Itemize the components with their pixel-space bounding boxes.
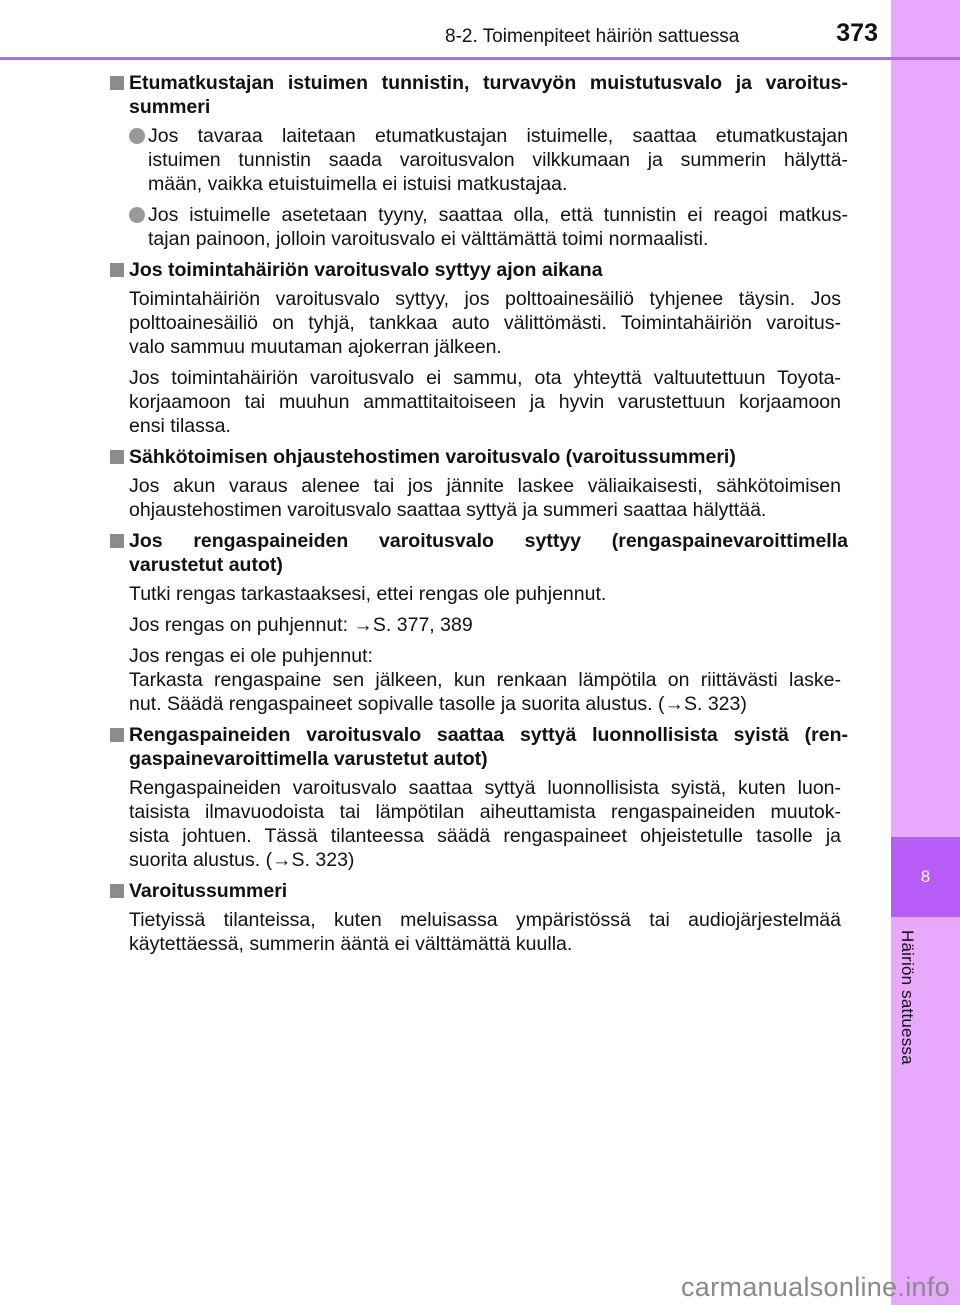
header-divider bbox=[0, 57, 960, 60]
heading-line: Jos rengaspaineiden varoitusvalo syttyy (rengaspainevaroittimella bbox=[129, 530, 848, 552]
square-bullet-icon bbox=[110, 450, 124, 464]
text-line: Rengaspaineiden varoitusvalo saattaa syttyä luonnollisista syistä, kuten luon- bbox=[129, 777, 841, 799]
text-line: käytettäessä, summerin ääntä ei välttämättä kuulla. bbox=[129, 933, 573, 955]
text-line: polttoainesäiliö on tyhjä, tankkaa auto välittömästi. Toimintahäiriön varoitus- bbox=[129, 312, 841, 334]
text-line: Jos tavaraa laitetaan etumatkustajan istuimelle, saattaa etumatkustajan bbox=[148, 125, 848, 147]
paragraph bbox=[0, 613, 841, 637]
section-heading bbox=[0, 71, 848, 119]
circle-bullet-icon bbox=[129, 207, 145, 223]
heading-line: Etumatkustajan istuimen tunnistin, turvavyön muistutusvalo ja varoitus- bbox=[129, 72, 848, 94]
square-bullet-icon bbox=[110, 884, 124, 898]
text-line: Tietyissä tilanteissa, kuten meluisassa ympäristössä tai audiojärjestelmää bbox=[129, 909, 841, 931]
bullet-paragraph bbox=[0, 203, 848, 251]
section bbox=[0, 258, 891, 438]
chapter-sidebar bbox=[891, 0, 960, 1305]
page-content bbox=[0, 71, 891, 963]
text-line: tajan painoon, jolloin varoitusvalo ei välttämättä toimi normaalisti. bbox=[148, 228, 709, 250]
section bbox=[0, 445, 891, 522]
section-heading bbox=[0, 529, 848, 577]
text-line: Tutki rengas tarkastaaksesi, ettei rengas ole puhjennut. bbox=[129, 583, 607, 605]
text-line: sista johtuen. Tässä tilanteessa säädä rengaspaineet ohjeistetulle tasolle ja bbox=[129, 825, 841, 847]
section-heading bbox=[0, 879, 848, 903]
text-line: suorita alustus. (→S. 323) bbox=[129, 849, 355, 871]
heading-line: gaspainevaroittimella varustetut autot) bbox=[129, 748, 488, 770]
heading-line: Sähkötoimisen ohjaustehostimen varoitusvalo (varoitussummeri) bbox=[129, 446, 736, 468]
text-line: taisista ilmavuodoista tai lämpötilan aiheuttamista rengaspaineiden muutok- bbox=[129, 801, 841, 823]
section bbox=[0, 71, 891, 251]
text-line: ohjaustehostimen varoitusvalo saattaa syttyä ja summeri saattaa hälyttää. bbox=[129, 499, 767, 521]
section bbox=[0, 723, 891, 872]
paragraph bbox=[0, 776, 841, 872]
square-bullet-icon bbox=[110, 263, 124, 277]
bullet-paragraph bbox=[0, 124, 848, 196]
text-line: mään, vaikka etuistuimella ei istuisi matkustajaa. bbox=[148, 173, 568, 195]
circle-bullet-icon bbox=[129, 128, 145, 144]
chapter-number: 8 bbox=[920, 867, 931, 886]
section-heading bbox=[0, 445, 848, 469]
text-line: ensi tilassa. bbox=[129, 415, 231, 437]
text-line: korjaamoon tai muuhun ammattitaitoiseen ja hyvin varustettuun korjaamoon bbox=[129, 391, 841, 413]
section-heading bbox=[0, 723, 848, 771]
paragraph bbox=[0, 908, 841, 956]
text-line: Jos istuimelle asetetaan tyyny, saattaa olla, että tunnistin ei reagoi matkus- bbox=[148, 204, 848, 226]
square-bullet-icon bbox=[110, 728, 124, 742]
paragraph bbox=[0, 474, 841, 522]
text-line: Tarkasta rengaspaine sen jälkeen, kun renkaan lämpötila on riittävästi laske- bbox=[129, 669, 841, 691]
paragraph bbox=[0, 644, 841, 716]
text-line: valo sammuu muutaman ajokerran jälkeen. bbox=[129, 336, 502, 358]
heading-line: Varoitussummeri bbox=[129, 880, 288, 902]
section bbox=[0, 879, 891, 956]
heading-line: Jos toimintahäiriön varoitusvalo syttyy ajon aikana bbox=[129, 259, 603, 281]
section bbox=[0, 529, 891, 716]
section-title: 8-2. Toimenpiteet häiriön sattuessa bbox=[445, 26, 740, 47]
page-number: 373 bbox=[836, 19, 878, 47]
paragraph bbox=[0, 287, 841, 359]
heading-line: summeri bbox=[129, 96, 211, 118]
square-bullet-icon bbox=[110, 534, 124, 548]
section-heading bbox=[0, 258, 848, 282]
chapter-tab[interactable] bbox=[891, 837, 960, 917]
text-line: Jos rengas ei ole puhjennut: bbox=[129, 645, 373, 667]
text-line: Jos toimintahäiriön varoitusvalo ei sammu, ota yhteyttä valtuutettuun Toyota- bbox=[129, 367, 841, 389]
text-line: Jos rengas on puhjennut: →S. 377, 389 bbox=[129, 614, 473, 636]
chapter-title: Häiriön sattuessa bbox=[898, 930, 917, 1065]
text-line: Toimintahäiriön varoitusvalo syttyy, jos polttoainesäiliö tyhjenee täysin. Jos bbox=[129, 288, 841, 310]
heading-line: varustetut autot) bbox=[129, 554, 283, 576]
paragraph bbox=[0, 366, 841, 438]
text-line: istuimen tunnistin saada varoitusvalon vilkkumaan ja summerin hälyttä- bbox=[148, 149, 848, 171]
text-line: Jos akun varaus alenee tai jos jännite laskee väliaikaisesti, sähkötoimisen bbox=[129, 475, 841, 497]
paragraph bbox=[0, 582, 841, 606]
heading-line: Rengaspaineiden varoitusvalo saattaa syttyä luonnollisista syistä (ren- bbox=[129, 724, 848, 746]
square-bullet-icon bbox=[110, 76, 124, 90]
text-line: nut. Säädä rengaspaineet sopivalle tasolle ja suorita alustus. (→S. 323) bbox=[129, 693, 747, 715]
watermark: carmanualsonline.info bbox=[681, 1272, 950, 1302]
